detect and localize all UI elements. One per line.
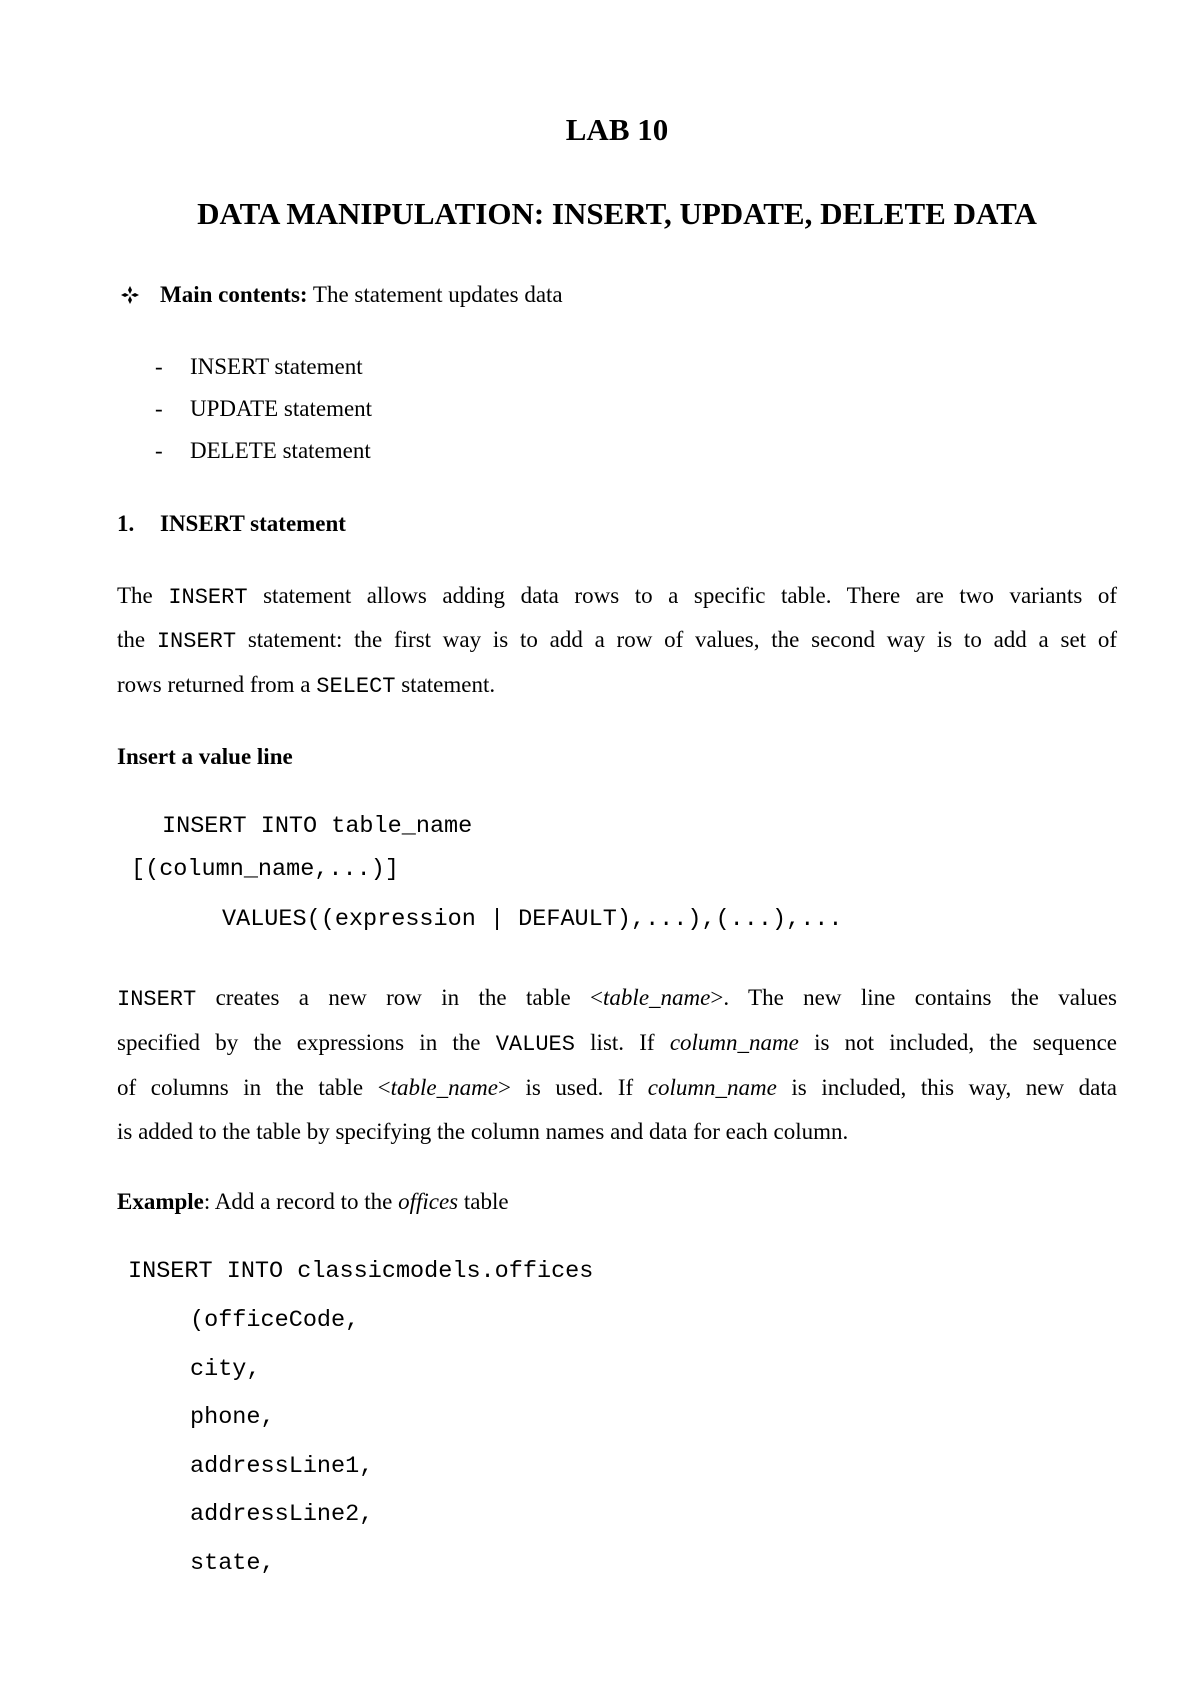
text: The: [117, 583, 169, 608]
code-line: state,: [190, 1550, 275, 1577]
text: of columns in the table <: [117, 1075, 391, 1100]
syntax-line-2: [(column_name,...)]: [131, 856, 399, 883]
text: is included, this way, new data: [776, 1075, 1117, 1100]
list-item-label: INSERT statement: [190, 354, 363, 379]
text: statement allows adding data rows to a specific table. There are two variants of: [247, 583, 1117, 608]
text: : Add a record to the: [203, 1189, 399, 1214]
main-contents-label: Main contents:: [160, 282, 308, 307]
code-line: addressLine1,: [190, 1453, 374, 1480]
intro-line-1: [117, 581, 1117, 613]
italic-text: table_name: [390, 1075, 498, 1100]
syntax-line-1: INSERT INTO table_name: [162, 813, 473, 840]
code-line: (officeCode,: [190, 1307, 360, 1334]
code-line: phone,: [190, 1404, 275, 1431]
explain-line-4: is added to the table by specifying the column names and data for each column.: [117, 1119, 849, 1144]
intro-line-2: [117, 625, 1117, 657]
italic-text: table_name: [603, 985, 711, 1010]
explain-line-2: [117, 1028, 1117, 1060]
code-line: INSERT INTO classicmodels.offices: [128, 1258, 594, 1285]
inline-code: VALUES: [495, 1032, 575, 1057]
lab-title: LAB 10: [565, 112, 669, 147]
list-item-label: UPDATE statement: [190, 396, 373, 421]
text: statement: the first way is to add a row of values, the second way is to add a set of: [236, 627, 1117, 652]
text: is not included, the sequence: [798, 1030, 1117, 1055]
code-line: addressLine2,: [190, 1501, 374, 1528]
text: specified by the expressions in the: [117, 1030, 496, 1055]
text: statement.: [395, 672, 496, 697]
explain-line-3: [117, 1073, 1117, 1103]
diamond-bullet-icon: [120, 285, 140, 305]
text: >. The new line contains the values: [710, 985, 1118, 1010]
inline-code: INSERT: [156, 629, 237, 654]
list-item-label: DELETE statement: [190, 438, 371, 463]
syntax-line-3: VALUES((expression | DEFAULT),...),(...),...: [222, 906, 843, 933]
main-contents-line: [160, 281, 563, 309]
main-title: DATA MANIPULATION: INSERT, UPDATE, DELETE DATA: [197, 196, 1037, 231]
example-label: Example: [117, 1189, 204, 1214]
text: creates a new row in the table <: [196, 985, 604, 1010]
inline-code: INSERT: [168, 585, 248, 610]
list-item: -: [155, 396, 163, 421]
text: table: [458, 1189, 509, 1214]
subheading: Insert a value line: [117, 744, 293, 769]
italic-text: column_name: [669, 1030, 799, 1055]
example-line: [117, 1188, 509, 1216]
text: > is used. If: [497, 1075, 648, 1100]
text: the: [117, 627, 157, 652]
section-heading: INSERT statement: [160, 511, 346, 536]
inline-code: INSERT: [117, 987, 197, 1012]
text: rows returned from a: [117, 672, 317, 697]
explain-line-1: [117, 983, 1117, 1015]
main-contents-text: The statement updates data: [307, 282, 563, 307]
text: list. If: [574, 1030, 670, 1055]
italic-text: offices: [398, 1189, 459, 1214]
italic-text: column_name: [647, 1075, 777, 1100]
section-number: 1.: [117, 511, 135, 536]
list-item: -: [155, 354, 163, 379]
list-item: -: [155, 438, 163, 463]
intro-line-3: [117, 671, 495, 701]
code-line: city,: [190, 1356, 261, 1383]
inline-code: SELECT: [316, 674, 396, 699]
